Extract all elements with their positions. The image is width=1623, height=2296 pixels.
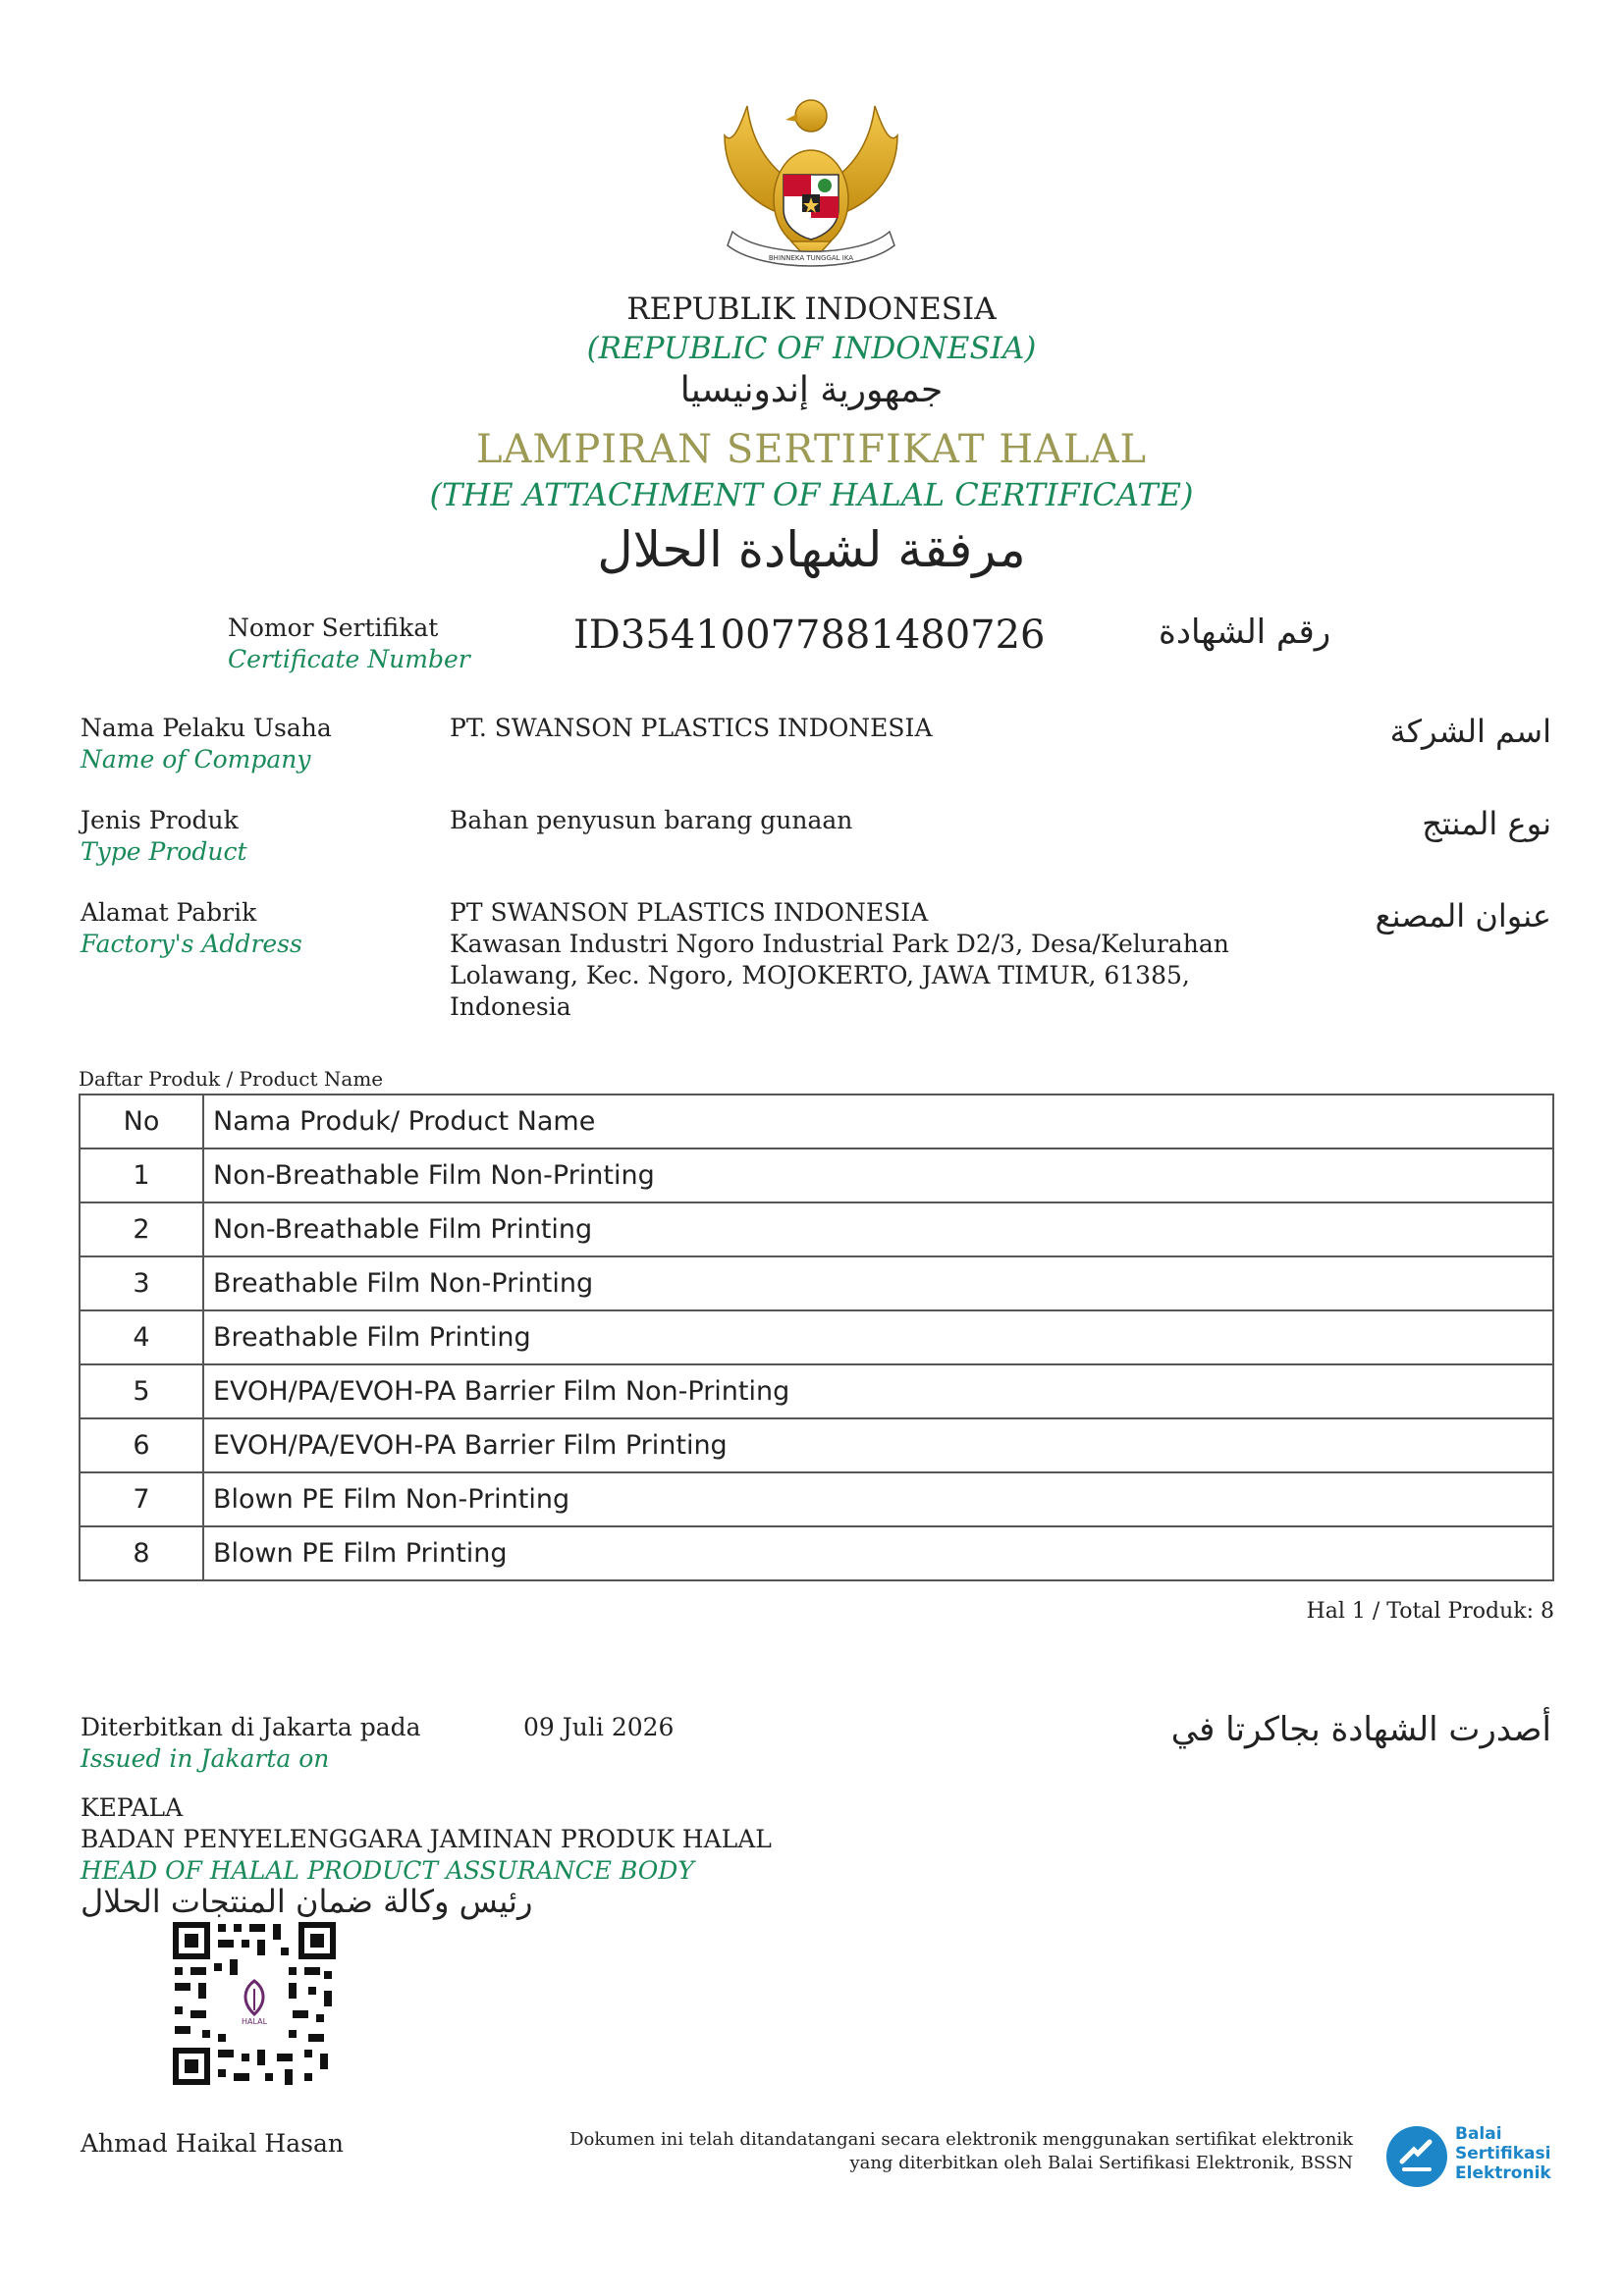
bsre-text-line: Sertifikasi: [1455, 2144, 1551, 2163]
product-name: Non-Breathable Film Non-Printing: [203, 1148, 1553, 1202]
bsre-text-line: Balai: [1455, 2124, 1502, 2144]
product-name: Breathable Film Non-Printing: [203, 1256, 1553, 1310]
product-no: 2: [80, 1202, 203, 1256]
product-name: Blown PE Film Non-Printing: [203, 1472, 1553, 1526]
factory-address-line: Indonesia: [450, 992, 571, 1021]
emblem-motto: BHINNEKA TUNGGAL IKA: [768, 254, 854, 262]
product-table: [79, 1094, 1554, 1581]
signatory-agency-en: HEAD OF HALAL PRODUCT ASSURANCE BODY: [81, 1856, 694, 1885]
product-type-label-ar: نوع المنتج: [1422, 805, 1551, 842]
certificate-number-label-ar: رقم الشهادة: [1159, 613, 1331, 652]
document-title-ar: مرفقة لشهادة الحلال: [597, 521, 1026, 578]
bsre-logo-icon: [1384, 2124, 1449, 2189]
qr-code-icon: [171, 1920, 338, 2087]
table-row: [80, 1472, 1553, 1526]
product-type-label: Jenis Produk: [81, 806, 239, 834]
product-name: Breathable Film Printing: [203, 1310, 1553, 1364]
garuda-emblem-icon: [703, 77, 919, 283]
issued-label-en: Issued in Jakarta on: [81, 1744, 330, 1773]
signatory-agency: BADAN PENYELENGGARA JAMINAN PRODUK HALAL: [81, 1825, 772, 1853]
column-header-name: Nama Produk/ Product Name: [203, 1095, 1553, 1148]
product-type: Bahan penyusun barang gunaan: [450, 806, 853, 834]
company-name: PT. SWANSON PLASTICS INDONESIA: [450, 714, 933, 742]
bsre-logo-text: [1455, 2124, 1551, 2183]
product-no: 8: [80, 1526, 203, 1580]
signatory-agency-ar: رئيس وكالة ضمان المنتجات الحلال: [81, 1883, 533, 1920]
company-label-ar: اسم الشركة: [1389, 713, 1551, 750]
product-name: Non-Breathable Film Printing: [203, 1202, 1553, 1256]
republic-title-ar: جمهورية إندونيسيا: [679, 370, 944, 410]
table-row: [80, 1310, 1553, 1364]
qr-logo-text: HALAL: [241, 2017, 268, 2026]
certificate-number-label-en: Certificate Number: [228, 645, 470, 673]
table-row: [80, 1148, 1553, 1202]
issued-label-ar: أصدرت الشهادة بجاكرتا في: [1170, 1710, 1551, 1749]
signatory-name: Ahmad Haikal Hasan: [81, 2129, 344, 2158]
product-no: 6: [80, 1418, 203, 1472]
factory-address-label-en: Factory's Address: [81, 930, 302, 958]
product-type-label-en: Type Product: [81, 837, 247, 866]
product-list-footer: Hal 1 / Total Produk: 8: [1306, 1599, 1554, 1624]
table-header-row: [80, 1095, 1553, 1148]
factory-address-line: Kawasan Industri Ngoro Industrial Park D2/3, Desa/Kelurahan: [450, 930, 1229, 958]
certificate-number-label: Nomor Sertifikat: [228, 614, 439, 642]
factory-address-line: Lolawang, Kec. Ngoro, MOJOKERTO, JAWA TIMUR, 61385,: [450, 961, 1190, 989]
bsre-text-line: Elektronik: [1455, 2163, 1551, 2183]
factory-address-label: Alamat Pabrik: [81, 898, 257, 927]
signatory-title: KEPALA: [81, 1793, 184, 1822]
table-row: [80, 1202, 1553, 1256]
table-row: [80, 1364, 1553, 1418]
table-row: [80, 1418, 1553, 1472]
table-row: [80, 1256, 1553, 1310]
product-no: 1: [80, 1148, 203, 1202]
company-label: Nama Pelaku Usaha: [81, 714, 332, 742]
republic-title: REPUBLIK INDONESIA: [626, 292, 997, 327]
e-signature-note-line: Dokumen ini telah ditandatangani secara elektronik menggunakan sertifikat elektronik: [569, 2129, 1353, 2150]
issued-date: 09 Juli 2026: [523, 1713, 675, 1741]
e-signature-note-line: yang diterbitkan oleh Balai Sertifikasi Elektronik, BSSN: [849, 2153, 1353, 2173]
product-name: EVOH/PA/EVOH-PA Barrier Film Printing: [203, 1418, 1553, 1472]
product-name: EVOH/PA/EVOH-PA Barrier Film Non-Printing: [203, 1364, 1553, 1418]
factory-address-label-ar: عنوان المصنع: [1375, 897, 1551, 934]
document-title-en: (THE ATTACHMENT OF HALAL CERTIFICATE): [429, 476, 1194, 513]
table-row: [80, 1526, 1553, 1580]
republic-title-en: (REPUBLIC OF INDONESIA): [586, 331, 1037, 366]
certificate-number: ID35410077881480726: [573, 613, 1046, 658]
column-header-no: No: [80, 1095, 203, 1148]
product-list-caption: Daftar Produk / Product Name: [79, 1067, 384, 1091]
product-no: 3: [80, 1256, 203, 1310]
factory-address: [450, 897, 1229, 1023]
factory-address-line: PT SWANSON PLASTICS INDONESIA: [450, 898, 929, 927]
product-no: 5: [80, 1364, 203, 1418]
e-signature-note: [412, 2128, 1353, 2175]
product-no: 4: [80, 1310, 203, 1364]
issued-label: Diterbitkan di Jakarta pada: [81, 1713, 421, 1741]
product-no: 7: [80, 1472, 203, 1526]
product-name: Blown PE Film Printing: [203, 1526, 1553, 1580]
document-title: LAMPIRAN SERTIFIKAT HALAL: [475, 427, 1148, 472]
company-label-en: Name of Company: [81, 745, 311, 774]
